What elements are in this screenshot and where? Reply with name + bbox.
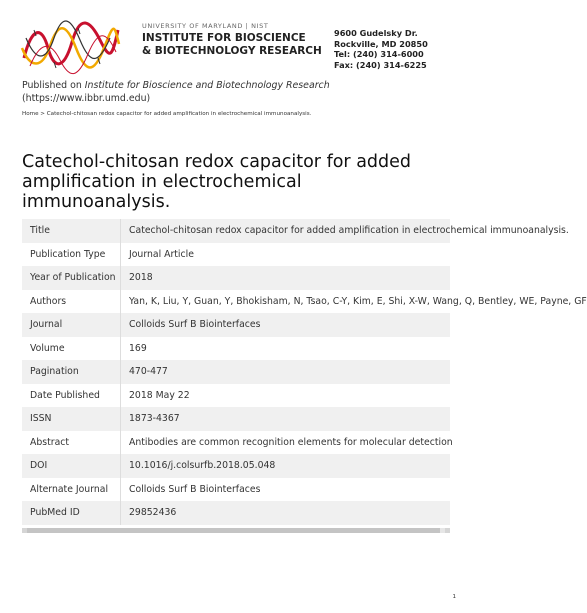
published-prefix: Published on	[22, 80, 85, 91]
page-title: Catechol-chitosan redox capacitor for added amplification in electrochemical immunoanalysis.	[22, 152, 412, 212]
address-street: 9600 Gudelsky Dr.	[334, 28, 418, 38]
table-row	[22, 407, 450, 431]
field-label: Journal	[22, 313, 121, 337]
table-row	[22, 431, 450, 455]
field-label: Pagination	[22, 360, 121, 384]
field-value: 2018 May 22	[129, 389, 190, 401]
field-label: Date Published	[22, 384, 121, 408]
table-row	[22, 360, 450, 384]
institute-name-line2: & BIOTECHNOLOGY RESEARCH	[142, 45, 322, 57]
publication-details-table	[22, 219, 587, 525]
address-tel: Tel: (240) 314-6000	[334, 49, 424, 59]
table-row	[22, 501, 450, 525]
breadcrumb	[22, 111, 311, 117]
table-row	[22, 337, 450, 361]
field-label: Abstract	[22, 431, 121, 455]
table-row	[22, 454, 450, 478]
field-label: Publication Type	[22, 243, 121, 267]
table-row	[22, 266, 450, 290]
field-label: Year of Publication	[22, 266, 121, 290]
institute-block	[142, 22, 322, 58]
field-value: 2018	[129, 272, 153, 284]
contact-address	[334, 28, 428, 70]
published-on	[22, 79, 330, 105]
table-row	[22, 478, 450, 502]
field-value: Antibodies are common recognition elements for molecular detection	[129, 436, 453, 448]
field-value: 1873-4367	[129, 413, 180, 425]
field-label: DOI	[22, 454, 121, 478]
field-label: Title	[22, 219, 121, 243]
page-number: 1	[452, 594, 456, 600]
table-row	[22, 290, 450, 314]
field-value: Catechol-chitosan redox capacitor for added amplification in electrochemical immunoanalysis.	[129, 225, 569, 237]
table-row	[22, 313, 450, 337]
field-label: Volume	[22, 337, 121, 361]
field-label: Alternate Journal	[22, 478, 121, 502]
scroll-left-arrow-icon[interactable]	[22, 528, 27, 533]
field-value: Journal Article	[129, 248, 194, 260]
address-fax: Fax: (240) 314-6225	[334, 59, 427, 70]
published-source-link[interactable]: Institute for Bioscience and Biotechnology Research	[84, 80, 330, 91]
institute-name-line1: INSTITUTE FOR BIOSCIENCE	[142, 32, 306, 44]
table-row	[22, 219, 450, 243]
scroll-right-arrow-icon[interactable]	[445, 528, 450, 533]
page-header	[20, 18, 460, 76]
table-row	[22, 243, 450, 267]
scrollbar-thumb[interactable]	[22, 528, 440, 533]
ibbr-logo-icon	[20, 18, 120, 76]
field-value: Colloids Surf B Biointerfaces	[129, 319, 261, 331]
horizontal-scrollbar[interactable]	[22, 528, 450, 533]
field-label: Authors	[22, 290, 121, 314]
field-value: Colloids Surf B Biointerfaces	[129, 483, 261, 495]
field-value: 470-477	[129, 366, 168, 378]
table-row	[22, 384, 450, 408]
field-value: 169	[129, 342, 147, 354]
field-value: 29852436	[129, 507, 177, 519]
published-url-link[interactable]: (https://www.ibbr.umd.edu)	[22, 93, 151, 104]
breadcrumb-current: Catechol-chitosan redox capacitor for added amplification in electrochemical immunoanalysis.	[46, 111, 312, 117]
address-city: Rockville, MD 20850	[334, 38, 428, 49]
field-value: 10.1016/j.colsurfb.2018.05.048	[129, 460, 276, 472]
university-name: UNIVERSITY OF MARYLAND | NIST	[142, 22, 269, 30]
field-label: PubMed ID	[22, 501, 121, 525]
field-value: Yan, K, Liu, Y, Guan, Y, Bhokisham, N, Tsao, C-Y, Kim, E, Shi, X-W, Wang, Q, Bentley, WE, Payne, GF	[129, 295, 587, 307]
field-label: ISSN	[22, 407, 121, 431]
breadcrumb-home-link[interactable]: Home	[22, 111, 39, 117]
breadcrumb-separator: >	[38, 111, 47, 117]
